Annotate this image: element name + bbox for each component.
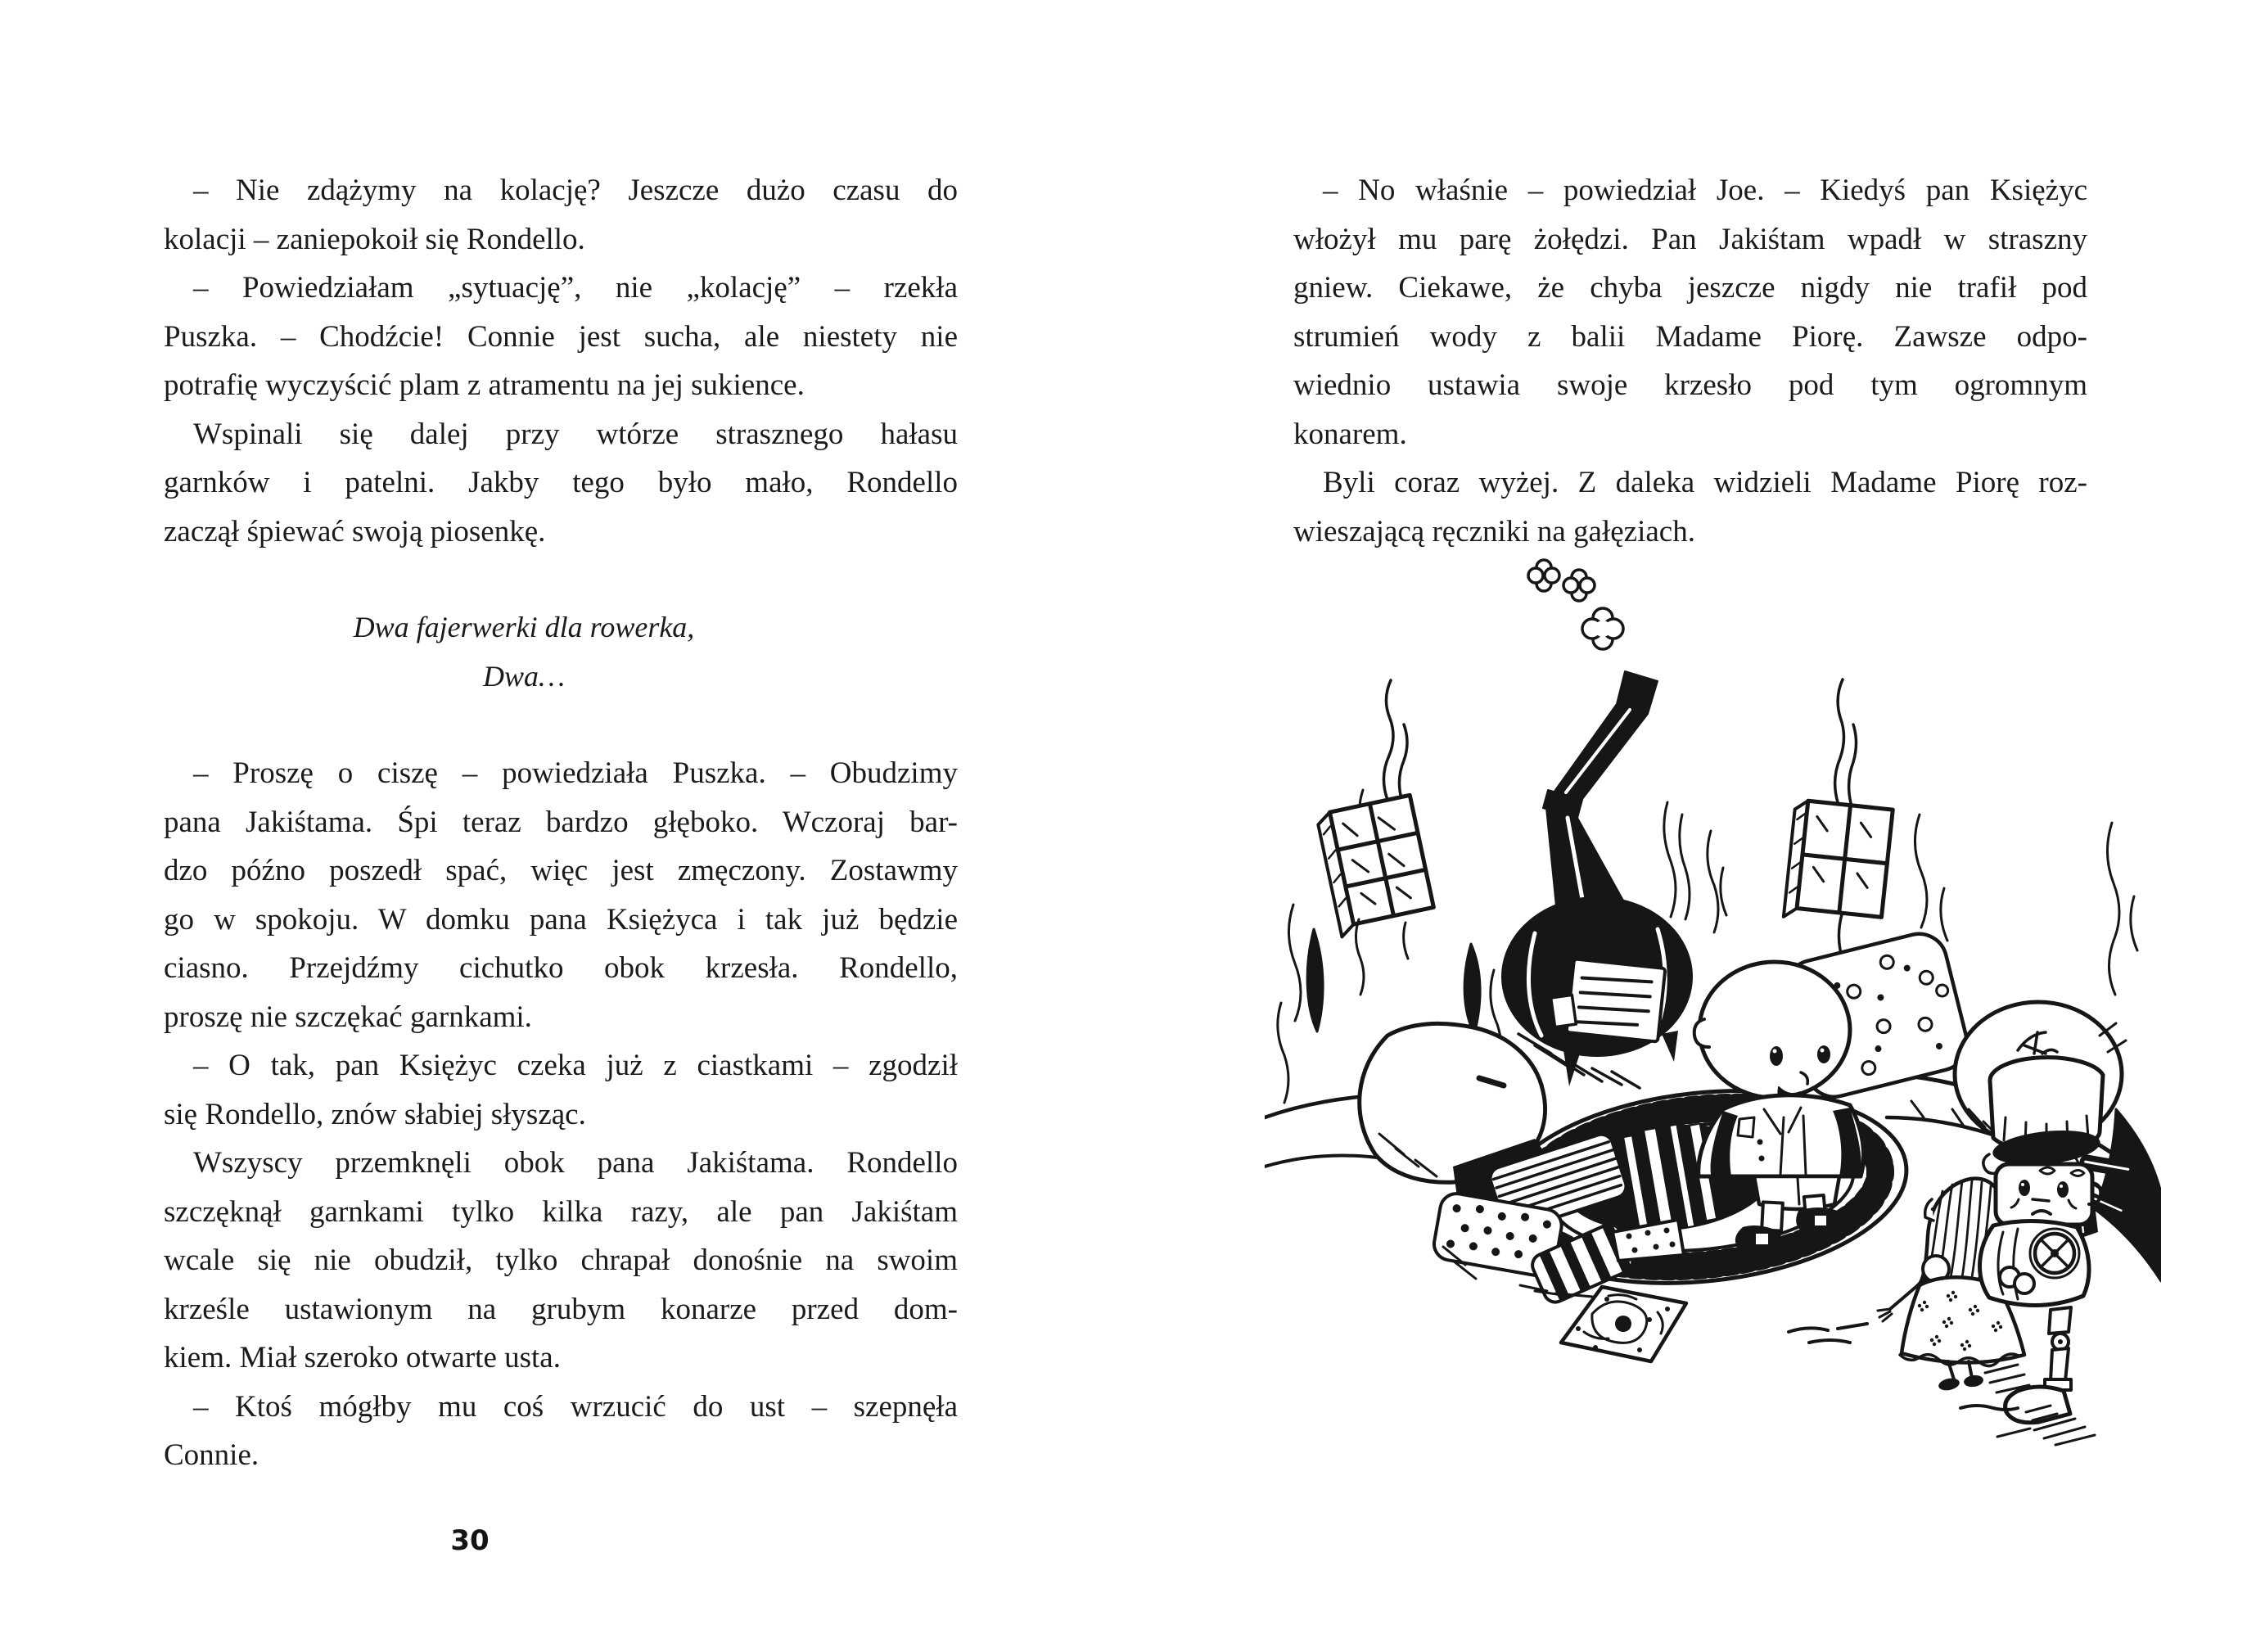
text-line: się Rondello, znów słabiej słysząc. [164, 1097, 586, 1131]
text-line: go w spokoju. W domku pana Księżyca i tak już będzie [164, 902, 958, 937]
stove-label [1567, 959, 1666, 1041]
ground-dashes [1789, 1324, 1867, 1343]
text-line: – O tak, pan Księżyc czeka już z ciastkami – zgodził [193, 1049, 958, 1082]
text-line: Wszyscy przemknęli obok pana Jakiśtama. Rondello [193, 1146, 958, 1180]
text-line: gniew. Ciekawe, że chyba jeszcze nigdy nie trafił pod [1293, 271, 2087, 305]
text-line: – Ktoś mógłby mu coś wrzucić do ust – szepnęła [193, 1389, 958, 1424]
text-line: proszę nie szczękać garnkami. [164, 1000, 532, 1034]
right-page-text-column [1293, 166, 2087, 556]
text-line: – No właśnie – powiedział Joe. – Kiedyś pan Księżyc [1323, 174, 2087, 207]
stove [1501, 671, 1693, 1088]
text-line: – Powiedziałam „sytuację”, nie „kolację” – rzekła [193, 271, 958, 305]
text-line: – Nie zdążymy na kolację? Jeszcze dużo czasu do [193, 174, 958, 207]
verse-line: Dwa… [482, 659, 566, 693]
smoke-puffs [1528, 560, 1623, 649]
text-line: szczęknął garnkami tylko kilka razy, ale pan Jakiśtam [164, 1194, 958, 1229]
text-line: kolacji – zaniepokoił się Rondello. [164, 222, 585, 256]
text-line: Wspinali się dalej przy wtórze strasznego hałasu [193, 417, 958, 451]
text-line: zaczął śpiewać swoją piosenkę. [164, 514, 546, 548]
song-verse [164, 603, 884, 701]
text-line: dzo późno poszedł spać, więc jest zmęczony. Zostawmy [164, 854, 958, 887]
text-line: pana Jakiśtama. Śpi teraz bardzo głęboko. Wczoraj bar- [164, 805, 958, 839]
text-line: ciasno. Przejdźmy cichutko obok krzesła. Rondello, [164, 951, 958, 985]
lantern-left [1316, 680, 1436, 995]
text-line: krześle ustawionym na grubym konarze przed dom- [164, 1292, 958, 1326]
text-line: potrafię wyczyścić plam z atramentu na jej sukience. [164, 368, 805, 402]
chimney [1543, 671, 1658, 923]
story-illustration [1265, 544, 2161, 1625]
text-line: garnków i patelni. Jakby tego było mało, Rondello [164, 466, 958, 499]
text-line: kiem. Miał szeroko otwarte usta. [164, 1341, 561, 1374]
text-line: – Proszę o ciszę – powiedziała Puszka. – Obudzimy [193, 756, 958, 790]
text-line: włożył mu parę żołędzi. Pan Jakiśtam wpadł w straszny [1293, 222, 2087, 256]
text-line: wiednio ustawia swoje krzesło pod tym ogromnym [1293, 368, 2087, 402]
text-line: wcale się nie obudził, tylko chrapał donośnie na swoim [164, 1244, 958, 1277]
text-line: Connie. [164, 1438, 259, 1472]
page-number: 30 [450, 1524, 490, 1557]
verse-line: Dwa fajerwerki dla rowerka, [353, 611, 695, 643]
text-line: Puszka. – Chodźcie! Connie jest sucha, ale niestety nie [164, 319, 958, 354]
text-line: strumień wody z balii Madame Piorę. Zawsze odpo- [1293, 319, 2087, 354]
text-line: Byli coraz wyżej. Z daleka widzieli Madame Piorę roz- [1323, 466, 2087, 499]
text-line: wieszającą ręczniki na gałęziach. [1293, 514, 1695, 548]
text-line: konarem. [1293, 417, 1407, 451]
patterned-cloth [1561, 1287, 1686, 1361]
left-page-text-column [164, 166, 958, 1480]
